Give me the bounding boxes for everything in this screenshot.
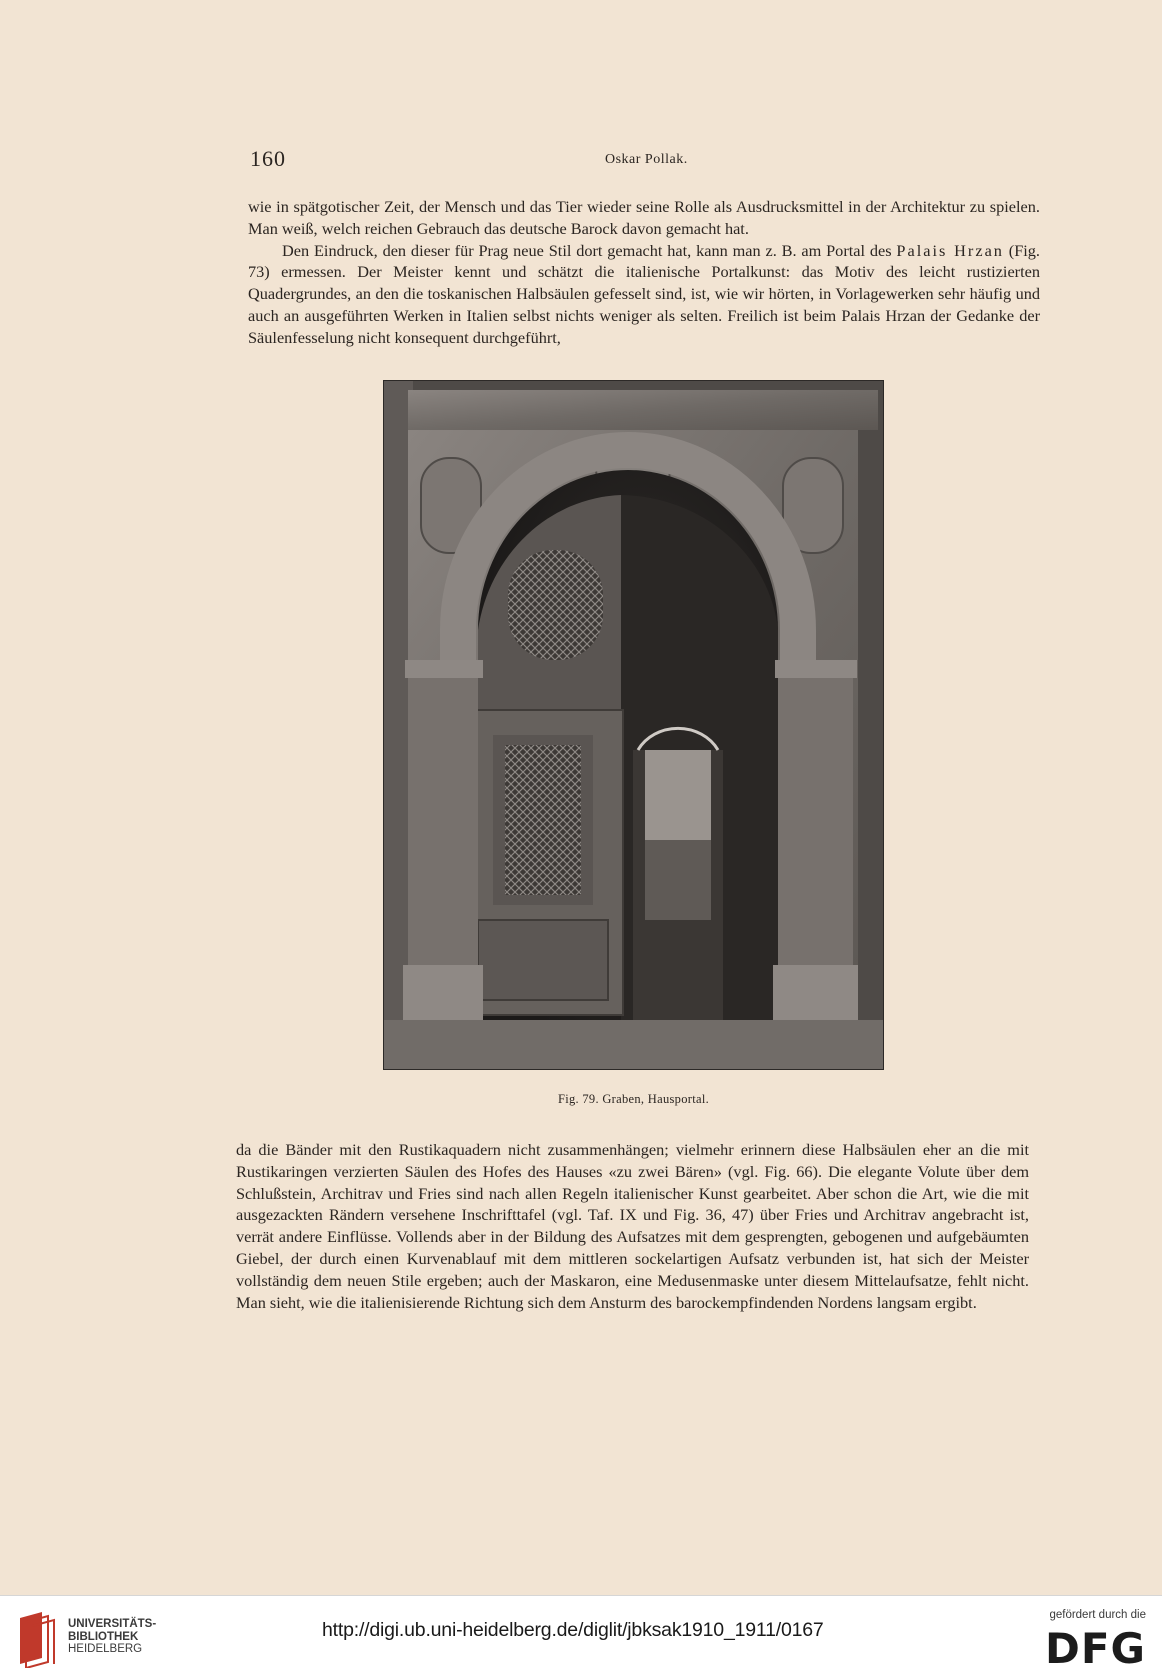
funder-label: gefördert durch die (1049, 1609, 1146, 1621)
paragraph: wie in spätgotischer Zeit, der Mensch und das Tier wieder seine Rolle als Ausdrucksmittel in der Architektur zu spielen. Man weiß, welch reichen Gebrauch das deutsche Barock davon gemacht hat. (248, 197, 1040, 238)
viewer-footer (0, 1595, 1162, 1678)
library-line: UNIVERSITÄTS- (68, 1618, 157, 1630)
portal-photograph (383, 380, 884, 1070)
university-library-logo-icon[interactable] (12, 1608, 62, 1668)
paragraph: da die Bänder mit den Rustikaquadern nicht zusammenhängen; vielmehr erinnern diese Halbsäulen eher an die mit Rustikaringen verzierten Säulen des Hofes des Hauses «zu zwei Bären» (vgl. Fig. 66). Die elegante Volute über dem Schlußstein, Architrav und Fries sind nach allen Regeln italienischer Kunst gearbeitet. Aber schon die Art, wie die mit ausgezackten Rändern versehene Inschrifttafel (vgl. Taf. IX und Fig. 36, 47) über Fries und Architrav angebracht ist, verrät andere Einflüsse. Vollends aber in der Bildung des Aufsatzes mit dem gesprengten, gebogenen und aufgebäumten Giebel, der durch einen Kurvenablauf mit dem mittleren sockelartigen Aufsatz verbunden ist, hat sich der Meister vollständig dem neuen Stile ergeben; auch der Maskaron, eine Medusenmaske unter diesem Mittelaufsatze, fehlt nicht. Man sieht, wie die italienisierende Richtung sich dem Ansturm des barockempfindenden Nordens langsam ergibt. (236, 1140, 1029, 1312)
running-head-author: Oskar Pollak. (605, 152, 688, 167)
figure-caption: Fig. 79. Graben, Hausportal. (557, 1092, 710, 1106)
library-line: BIBLIOTHEK (68, 1630, 139, 1643)
body-text-bottom (236, 1139, 1029, 1313)
library-line: HEIDELBERG (68, 1643, 143, 1655)
paragraph (248, 240, 1040, 349)
text-span: (Fig. 73) ermessen. Der Meister kennt und schätzt die italienische Portalkunst: das Motiv des leicht rustizierten Quadergrundes, an den die toskanischen Halbsäulen gefesselt sind, ist, wie wir hörten, in Vorlagewerken sehr häufig und auch an ausgeführten Werken in Italien selbst nichts weniger als selten. Freilich ist beim Palais Hrzan der Gedanke der Säulenfesselung nicht konsequent durchgeführt, (248, 240, 1040, 347)
figure-photograph-portal (383, 380, 884, 1070)
dfg-logo[interactable]: DFG (1044, 1624, 1146, 1673)
permalink-url[interactable]: http://digi.ub.uni-heidelberg.de/diglit/jbksak1910_1911/0167 (322, 1619, 824, 1641)
body-text-top (248, 196, 1040, 349)
text-span: Den Eindruck, den dieser für Prag neue Stil dort gemacht hat, kann man z. B. am Portal des (282, 240, 897, 260)
emphasized-name: Palais Hrzan (896, 240, 1004, 260)
page-number: 160 (250, 146, 286, 171)
university-library-name[interactable] (68, 1618, 156, 1656)
running-head (250, 146, 1050, 176)
